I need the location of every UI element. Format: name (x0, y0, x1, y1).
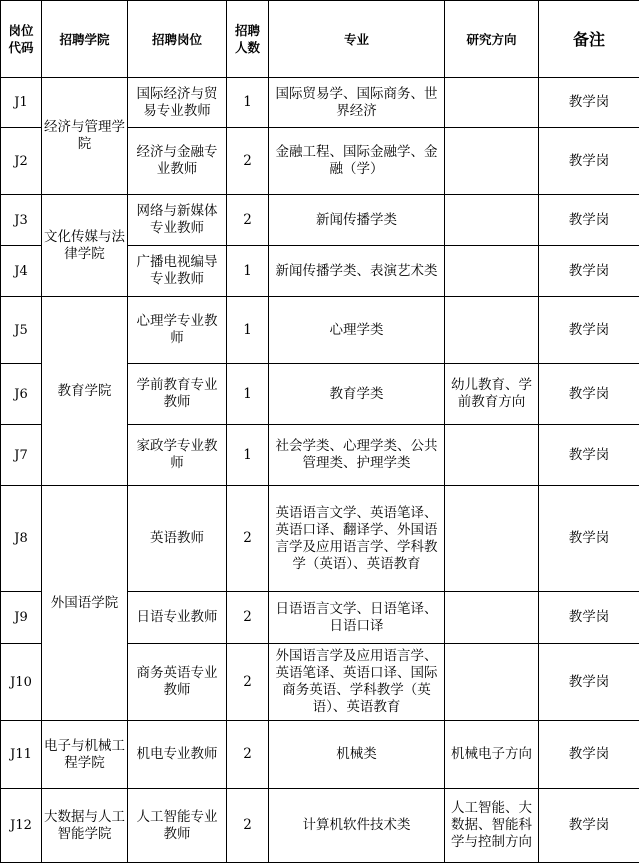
row-major: 机械类 (269, 721, 445, 789)
header-row (1, 1, 639, 78)
table-row (1, 78, 639, 128)
row-position: 日语专业教师 (128, 592, 227, 644)
header-code: 岗位代码 (1, 1, 42, 78)
row-remark: 教学岗 (539, 246, 639, 297)
row-remark: 教学岗 (539, 128, 639, 195)
table-row (1, 297, 639, 364)
row-position: 经济与金融专业教师 (128, 128, 227, 195)
row-major: 教育学类 (269, 364, 445, 425)
row-research: 机械电子方向 (445, 721, 539, 789)
row-research: 幼儿教育、学前教育方向 (445, 364, 539, 425)
row-research (445, 486, 539, 592)
header-remark: 备注 (539, 1, 639, 78)
table-row (1, 195, 639, 246)
row-position: 商务英语专业教师 (128, 644, 227, 721)
row-code: J7 (1, 425, 42, 486)
row-major: 心理学类 (269, 297, 445, 364)
row-count: 2 (227, 195, 269, 246)
row-code: J11 (1, 721, 42, 789)
row-count: 2 (227, 721, 269, 789)
row-position: 国际经济与贸易专业教师 (128, 78, 227, 128)
row-count: 1 (227, 297, 269, 364)
row-major: 英语语言文学、英语笔译、英语口译、翻译学、外国语言学及应用语言学、学科教学（英语）、英语教育 (269, 486, 445, 592)
row-major: 社会学类、心理学类、公共管理类、护理学类 (269, 425, 445, 486)
row-major: 新闻传播学类 (269, 195, 445, 246)
row-major: 国际贸易学、国际商务、世界经济 (269, 78, 445, 128)
row-major: 新闻传播学类、表演艺术类 (269, 246, 445, 297)
row-count: 2 (227, 789, 269, 863)
row-position: 英语教师 (128, 486, 227, 592)
row-code: J5 (1, 297, 42, 364)
row-count: 1 (227, 246, 269, 297)
table-row (1, 721, 639, 789)
row-count: 2 (227, 486, 269, 592)
row-remark: 教学岗 (539, 486, 639, 592)
row-major: 金融工程、国际金融学、金融（学） (269, 128, 445, 195)
row-research (445, 246, 539, 297)
header-major: 专业 (269, 1, 445, 78)
row-major: 计算机软件技术类 (269, 789, 445, 863)
row-research (445, 195, 539, 246)
row-research: 人工智能、大数据、智能科学与控制方向 (445, 789, 539, 863)
row-position: 广播电视编导专业教师 (128, 246, 227, 297)
college-cell: 教育学院 (42, 297, 128, 486)
row-research (445, 297, 539, 364)
row-position: 学前教育专业教师 (128, 364, 227, 425)
row-remark: 教学岗 (539, 721, 639, 789)
row-research (445, 128, 539, 195)
row-count: 1 (227, 78, 269, 128)
row-remark: 教学岗 (539, 195, 639, 246)
row-code: J9 (1, 592, 42, 644)
row-remark: 教学岗 (539, 364, 639, 425)
row-code: J1 (1, 78, 42, 128)
row-code: J2 (1, 128, 42, 195)
row-count: 2 (227, 128, 269, 195)
row-code: J3 (1, 195, 42, 246)
row-position: 家政学专业教师 (128, 425, 227, 486)
header-college: 招聘学院 (42, 1, 128, 78)
row-remark: 教学岗 (539, 592, 639, 644)
row-count: 2 (227, 644, 269, 721)
row-code: J8 (1, 486, 42, 592)
row-research (445, 78, 539, 128)
row-count: 1 (227, 364, 269, 425)
row-position: 心理学专业教师 (128, 297, 227, 364)
college-cell: 电子与机械工程学院 (42, 721, 128, 789)
row-remark: 教学岗 (539, 425, 639, 486)
row-code: J12 (1, 789, 42, 863)
row-research (445, 592, 539, 644)
row-remark: 教学岗 (539, 297, 639, 364)
header-research: 研究方向 (445, 1, 539, 78)
row-research (445, 425, 539, 486)
row-code: J10 (1, 644, 42, 721)
row-count: 2 (227, 592, 269, 644)
table-row (1, 486, 639, 592)
row-remark: 教学岗 (539, 789, 639, 863)
row-remark: 教学岗 (539, 78, 639, 128)
college-cell: 大数据与人工智能学院 (42, 789, 128, 863)
row-code: J4 (1, 246, 42, 297)
college-cell: 经济与管理学院 (42, 78, 128, 195)
table-row (1, 789, 639, 863)
header-position: 招聘岗位 (128, 1, 227, 78)
row-position: 网络与新媒体专业教师 (128, 195, 227, 246)
row-research (445, 644, 539, 721)
row-position: 机电专业教师 (128, 721, 227, 789)
row-remark: 教学岗 (539, 644, 639, 721)
college-cell: 文化传媒与法律学院 (42, 195, 128, 297)
row-major: 日语语言文学、日语笔译、日语口译 (269, 592, 445, 644)
row-count: 1 (227, 425, 269, 486)
row-code: J6 (1, 364, 42, 425)
row-major: 外国语言学及应用语言学、英语笔译、英语口译、国际商务英语、学科教学（英语）、英语教育 (269, 644, 445, 721)
row-position: 人工智能专业教师 (128, 789, 227, 863)
college-cell: 外国语学院 (42, 486, 128, 721)
header-count: 招聘人数 (227, 1, 269, 78)
